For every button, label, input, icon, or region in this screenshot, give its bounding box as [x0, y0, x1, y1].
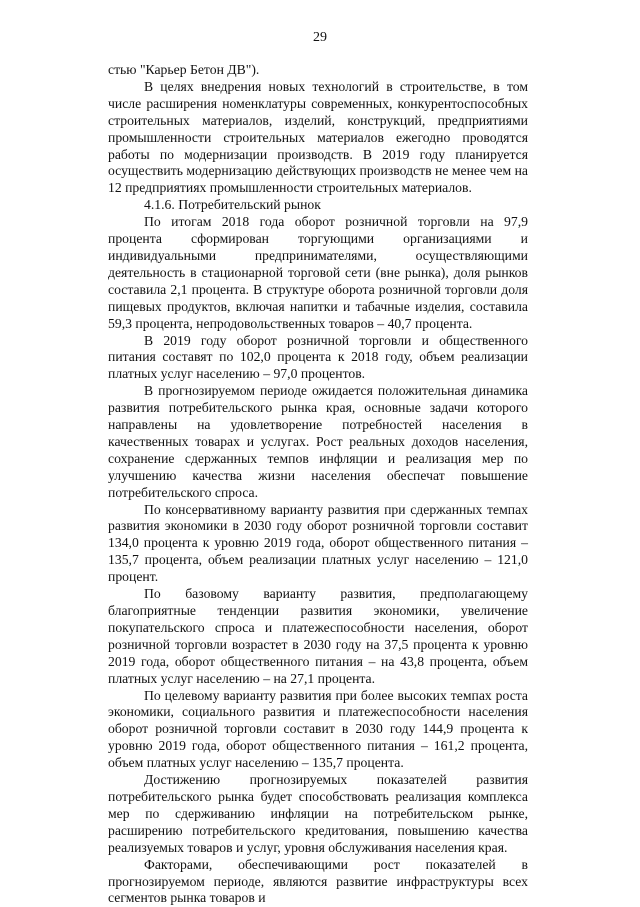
- paragraph-factors: Факторами, обеспечивающими рост показателей в прогнозируемом периоде, являются развитие инфраструктуры всех сегментов рынка товаров и: [108, 856, 528, 906]
- paragraph-base-scenario: По базовому варианту развития, предполагающему благоприятные тенденции развития экономики, увеличение покупательского спроса и платежеспособности населения, оборот розничной торговли возрастет в 2030 году на 37,5 процента к уровню 2019 года, оборот общественного питания – на 43,8 процента, объем платных услуг населению – на 27,1 процента.: [108, 586, 528, 686]
- document-body: [108, 62, 528, 907]
- section-heading: 4.1.6. Потребительский рынок: [144, 197, 321, 213]
- paragraph-conservative-scenario: По консервативному варианту развития при сдержанных темпах развития экономики в 2030 году оборот розничной торговли составит 134,0 процента к уровню 2019 года, оборот общественного питания – 135,7 процента, объем реализации платных услуг населению – 121,0 процент.: [108, 501, 528, 585]
- paragraph-results-2018: По итогам 2018 года оборот розничной торговли на 97,9 процента сформирован торгующими организациями и индивидуальными предпринимателями, осуществляющими деятельность в стационарной торговой сети (вне рынка), доля рынков составила 2,1 процента. В структуре оборота розничной торговли доля пищевых продуктов, включая напитки и табачные изделия, составила 59,3 процента, непродовольственных товаров – 40,7 процента.: [108, 214, 528, 331]
- paragraph-forecast-2019: В 2019 году оборот розничной торговли и общественного питания составят по 102,0 процента к 2018 году, объем реализации платных услуг населению – 97,0 процентов.: [108, 332, 528, 382]
- paragraph-innovation: В целях внедрения новых технологий в строительстве, в том числе расширения номенклатуры современных, конкурентоспособных строительных материалов, изделий, конструкций, предприятиями промышленности строительных материалов ежегодно проводятся работы по модернизации производств. В 2019 году планируется осуществить модернизацию действующих производств не менее чем на 12 предприятиях промышленности строительных материалов.: [108, 78, 528, 196]
- paragraph-measures: Достижению прогнозируемых показателей развития потребительского рынка будет способствовать реализация комплекса мер по сдерживанию инфляции на потребительском рынке, расширению потребительского кредитования, повышению качества реализуемых товаров и услуг, уровня обслуживания населения края.: [108, 772, 528, 855]
- paragraph-target-scenario: По целевому варианту развития при более высоких темпах роста экономики, социального развития и платежеспособности населения оборот розничной торговли составит в 2030 году 144,9 процента к уровню 2019 года, оборот общественного питания – 161,2 процента, объем платных услуг населению – 135,7 процента.: [108, 687, 528, 771]
- paragraph-forecast-period: В прогнозируемом периоде ожидается положительная динамика развития потребительского рынка края, основные задачи которого направлены на удовлетворение потребностей населения в качественных товарах и услугах. Рост реальных доходов населения, сохранение сдержанных темпов инфляции и реализация мер по улучшению качества жизни населения обеспечат повышение потребительского спроса.: [108, 383, 528, 500]
- paragraph-continuation: стью "Карьер Бетон ДВ").: [108, 62, 260, 77]
- page-number: 29: [313, 30, 327, 45]
